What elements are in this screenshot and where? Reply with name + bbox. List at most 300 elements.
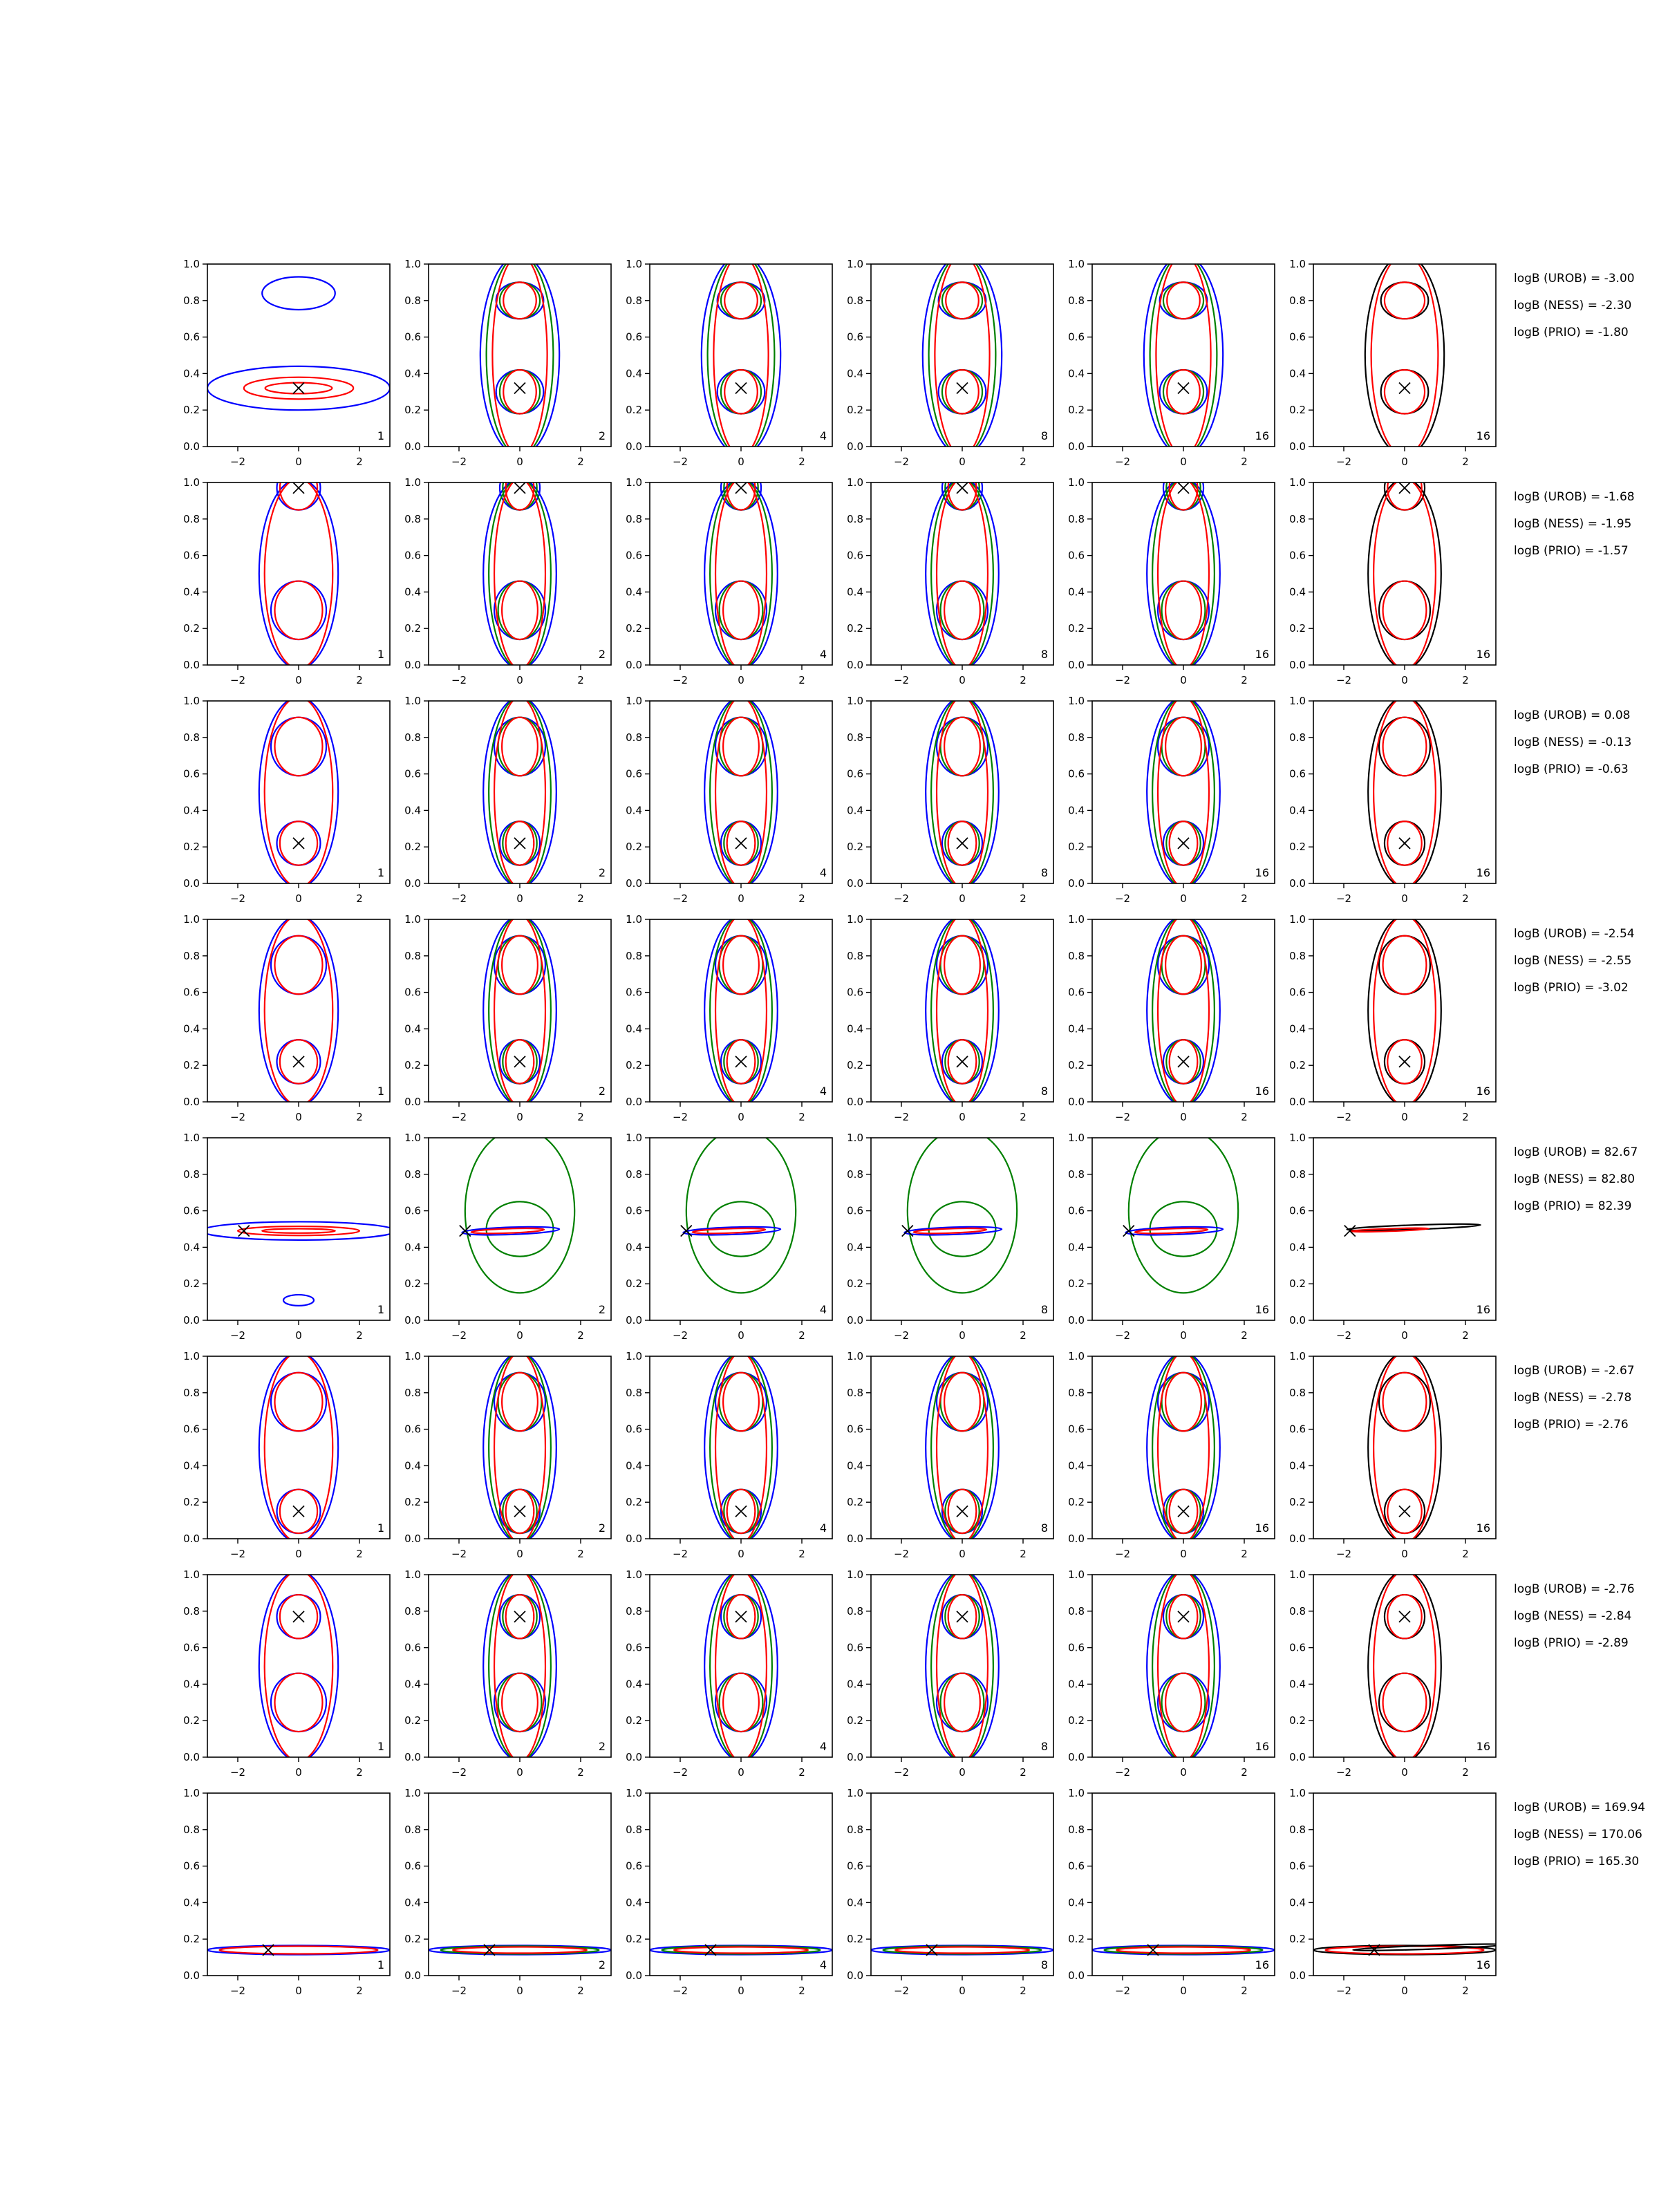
x-tick-label: −2 [672, 892, 688, 905]
x-tick-label: 2 [798, 892, 805, 905]
panel-sample-label: 16 [1255, 1958, 1269, 1971]
contour-line [942, 282, 982, 319]
panel-frame [650, 701, 832, 883]
y-tick-label: 0.0 [847, 440, 863, 453]
y-tick-label: 0.0 [847, 1314, 863, 1327]
x-tick-label: 2 [1241, 1985, 1248, 1997]
y-tick-label: 0.6 [1068, 767, 1085, 780]
x-tick-label: 2 [798, 1766, 805, 1779]
x-tick-label: −2 [1114, 1548, 1131, 1560]
contour-line [724, 282, 758, 319]
contour-line [1379, 718, 1430, 776]
y-tick-label: 0.0 [847, 659, 863, 671]
y-tick-label: 0.2 [626, 1496, 642, 1509]
y-tick-label: 0.0 [626, 1969, 642, 1982]
panel-r5-c2 [404, 1129, 611, 1342]
contour-line [1365, 255, 1444, 456]
panel-r3-c1 [183, 695, 390, 905]
x-tick-label: 2 [577, 1329, 584, 1342]
contour-line [1379, 1373, 1430, 1431]
contour-line [1385, 370, 1425, 413]
contour-line [1371, 255, 1438, 456]
panel-r3-c3 [626, 695, 832, 905]
contour-line [1381, 282, 1429, 319]
y-tick-label: 0.8 [183, 949, 200, 962]
y-tick-label: 1.0 [1289, 258, 1306, 270]
panel-sample-label: 16 [1255, 429, 1269, 442]
panel-sample-label: 4 [819, 866, 827, 879]
y-tick-label: 0.2 [847, 1277, 863, 1291]
y-tick-label: 0.4 [847, 1459, 863, 1472]
x-tick-label: −2 [451, 1548, 467, 1560]
contour-line [238, 1226, 359, 1235]
x-tick-label: −2 [451, 1985, 467, 1997]
y-tick-label: 0.0 [1068, 1533, 1085, 1545]
x-tick-label: 0 [959, 1766, 966, 1779]
panel-r1-c2 [404, 255, 611, 468]
x-tick-label: 2 [1462, 674, 1469, 686]
y-tick-label: 0.8 [183, 1604, 200, 1618]
x-tick-label: 0 [738, 674, 744, 686]
panel-sample-label: 1 [377, 1958, 384, 1971]
x-tick-label: 2 [798, 1548, 805, 1560]
y-tick-label: 1.0 [183, 695, 200, 707]
panel-sample-label: 2 [598, 866, 606, 879]
contour-line [715, 916, 767, 1106]
y-tick-label: 1.0 [404, 1568, 421, 1581]
y-tick-label: 0.6 [1068, 1859, 1085, 1873]
true-value-marker [293, 1056, 304, 1067]
y-tick-label: 0.2 [404, 1277, 421, 1291]
panel-r2-c1 [183, 466, 390, 686]
y-tick-label: 0.6 [626, 1859, 642, 1873]
true-value-marker [957, 838, 968, 849]
y-tick-label: 0.8 [1289, 1386, 1306, 1399]
x-tick-label: 0 [959, 1111, 966, 1123]
x-tick-label: 0 [516, 674, 523, 686]
contour-line [1381, 370, 1429, 413]
panel-r5-c5 [1068, 1129, 1275, 1342]
y-tick-label: 0.8 [404, 1168, 421, 1181]
panel-r4-c5 [1068, 913, 1275, 1123]
panel-frame [1092, 1575, 1275, 1757]
panel-r3-c5 [1068, 695, 1275, 905]
panel-sample-label: 1 [377, 1740, 384, 1753]
logB-urob-text: logB (UROB) = -1.68 [1514, 490, 1635, 504]
contour-line [489, 697, 551, 888]
panel-sample-label: 16 [1255, 1521, 1269, 1535]
y-tick-label: 0.4 [1289, 1896, 1306, 1909]
x-tick-label: 0 [1401, 1985, 1408, 1997]
panel-r1-c5 [1068, 255, 1275, 468]
logB-ness-text: logB (NESS) = -2.78 [1514, 1391, 1632, 1405]
x-tick-label: −2 [1335, 456, 1352, 468]
panel-frame [1092, 264, 1275, 447]
logB-ness-text: logB (NESS) = 170.06 [1514, 1828, 1642, 1841]
contour-line [220, 1946, 378, 1953]
contour-line [710, 916, 772, 1106]
contour-line [723, 718, 759, 776]
x-tick-label: −2 [672, 674, 688, 686]
y-tick-label: 0.2 [1289, 1933, 1306, 1946]
panel-r6-c5 [1068, 1350, 1275, 1560]
y-tick-label: 0.8 [626, 1604, 642, 1618]
panel-sample-label: 4 [819, 1521, 827, 1535]
y-tick-label: 0.2 [1289, 1714, 1306, 1727]
contour-line [908, 1129, 1017, 1293]
contour-line [720, 718, 763, 776]
true-value-marker [1399, 838, 1410, 849]
y-tick-label: 0.8 [183, 1386, 200, 1399]
y-tick-label: 0.2 [1289, 404, 1306, 417]
x-tick-label: −2 [229, 1985, 246, 1997]
x-tick-label: 2 [1020, 674, 1027, 686]
y-tick-label: 1.0 [1289, 913, 1306, 926]
contour-line [1368, 1353, 1441, 1543]
contour-line [1379, 581, 1430, 639]
true-value-marker [1399, 482, 1410, 494]
y-tick-label: 0.8 [1068, 512, 1085, 525]
y-tick-label: 0.2 [1068, 622, 1085, 635]
x-tick-label: 2 [1020, 1985, 1027, 1997]
y-tick-label: 0.8 [404, 1386, 421, 1399]
y-tick-label: 1.0 [847, 1568, 863, 1581]
y-tick-label: 1.0 [847, 1350, 863, 1362]
y-tick-label: 0.6 [1289, 330, 1306, 344]
true-value-marker [735, 383, 747, 394]
contour-line [275, 1373, 323, 1431]
x-tick-label: 0 [738, 1548, 744, 1560]
y-tick-label: 0.2 [404, 841, 421, 854]
y-tick-label: 0.0 [404, 1096, 421, 1108]
y-tick-label: 1.0 [1289, 1132, 1306, 1144]
panel-sample-label: 2 [598, 429, 606, 442]
y-tick-label: 0.0 [404, 440, 421, 453]
contour-line [494, 916, 545, 1106]
x-tick-label: −2 [672, 1766, 688, 1779]
panel-r2-c3 [626, 466, 832, 686]
y-tick-label: 0.2 [183, 1496, 200, 1509]
logB-ness-text: logB (NESS) = -1.95 [1514, 517, 1632, 531]
x-tick-label: −2 [229, 456, 246, 468]
y-tick-label: 0.4 [183, 1896, 200, 1909]
x-tick-label: 0 [738, 1766, 744, 1779]
panel-r2-c4 [847, 466, 1053, 686]
panel-sample-label: 8 [1040, 1085, 1048, 1098]
x-tick-label: 2 [1020, 1329, 1027, 1342]
contour-line [723, 581, 759, 639]
contour-line [489, 1353, 551, 1543]
x-tick-label: 0 [1180, 1766, 1187, 1779]
y-tick-label: 0.4 [404, 804, 421, 817]
x-tick-label: 2 [577, 1985, 584, 1997]
panel-sample-label: 4 [819, 1740, 827, 1753]
y-tick-label: 0.4 [1068, 1022, 1085, 1035]
y-tick-label: 0.4 [404, 367, 421, 380]
x-tick-label: −2 [1114, 456, 1131, 468]
contour-line [708, 255, 775, 456]
contour-line [271, 936, 326, 994]
panel-sample-label: 8 [1040, 1521, 1048, 1535]
y-tick-label: 0.2 [404, 622, 421, 635]
y-tick-label: 0.6 [626, 767, 642, 780]
panel-frame [650, 1575, 832, 1757]
y-tick-label: 0.6 [626, 1423, 642, 1436]
y-tick-label: 0.2 [404, 1059, 421, 1072]
y-tick-label: 0.8 [1068, 1168, 1085, 1181]
x-tick-label: 2 [577, 892, 584, 905]
y-tick-label: 0.4 [1289, 585, 1306, 599]
y-tick-label: 0.8 [626, 294, 642, 307]
y-tick-label: 0.2 [183, 1933, 200, 1946]
y-tick-label: 0.4 [183, 367, 200, 380]
panel-r4-c1 [183, 913, 390, 1123]
x-tick-label: 2 [1241, 892, 1248, 905]
logB-annotations-row-7 [1514, 1582, 1635, 1650]
x-tick-label: −2 [672, 1111, 688, 1123]
y-tick-label: 1.0 [404, 695, 421, 707]
contour-line [259, 916, 338, 1106]
panel-sample-label: 16 [1476, 1521, 1490, 1535]
logB-ness-text: logB (NESS) = -0.13 [1514, 735, 1632, 749]
y-tick-label: 0.4 [1289, 367, 1306, 380]
y-tick-label: 1.0 [404, 258, 421, 270]
y-tick-label: 0.0 [1289, 1533, 1306, 1545]
panel-r4-c4 [847, 913, 1053, 1123]
y-tick-label: 1.0 [404, 1787, 421, 1799]
contour-line [283, 1295, 314, 1306]
panel-frame [650, 264, 832, 447]
y-tick-label: 0.0 [183, 1969, 200, 1982]
x-tick-label: 0 [1180, 1985, 1187, 1997]
x-tick-label: 2 [1241, 674, 1248, 686]
contour-line [500, 370, 540, 413]
x-tick-label: −2 [1114, 1111, 1131, 1123]
x-tick-label: 2 [1241, 1329, 1248, 1342]
contour-line [941, 936, 984, 994]
contour-line [1167, 282, 1200, 319]
contour-line [271, 1674, 326, 1732]
y-tick-label: 0.2 [1289, 841, 1306, 854]
panel-sample-label: 8 [1040, 1303, 1048, 1316]
y-tick-label: 1.0 [626, 1568, 642, 1581]
y-tick-label: 1.0 [1289, 1350, 1306, 1362]
contour-line [720, 1373, 763, 1431]
contour-line [1379, 1674, 1430, 1732]
x-tick-label: 0 [959, 1985, 966, 1997]
panel-frame [1092, 919, 1275, 1102]
y-tick-label: 0.6 [1068, 549, 1085, 562]
true-value-marker [957, 1611, 968, 1622]
y-tick-label: 1.0 [183, 1132, 200, 1144]
true-value-marker [1399, 383, 1410, 394]
x-tick-label: 0 [516, 1111, 523, 1123]
y-tick-label: 0.4 [626, 1459, 642, 1472]
panel-frame [871, 264, 1053, 447]
y-tick-label: 0.6 [1289, 986, 1306, 999]
y-tick-label: 0.8 [847, 949, 863, 962]
y-tick-label: 0.6 [183, 1423, 200, 1436]
y-tick-label: 0.2 [183, 1277, 200, 1291]
contour-line [713, 255, 768, 456]
x-tick-label: 2 [356, 1329, 363, 1342]
logB-urob-text: logB (UROB) = -2.67 [1514, 1364, 1635, 1378]
x-tick-label: 2 [798, 1985, 805, 1997]
contour-line [1383, 1674, 1427, 1732]
y-tick-label: 1.0 [1289, 476, 1306, 489]
x-tick-label: 0 [1401, 1329, 1408, 1342]
y-tick-label: 0.8 [1289, 294, 1306, 307]
y-tick-label: 0.6 [404, 986, 421, 999]
x-tick-label: 0 [1180, 674, 1187, 686]
panel-frame [650, 919, 832, 1102]
x-tick-label: 2 [1462, 1329, 1469, 1342]
panel-frame [429, 701, 611, 883]
panel-r6-c3 [626, 1350, 832, 1560]
y-tick-label: 0.0 [1289, 877, 1306, 890]
y-tick-label: 1.0 [404, 913, 421, 926]
contour-line [1163, 282, 1203, 319]
y-tick-label: 1.0 [626, 1350, 642, 1362]
y-tick-label: 0.0 [183, 1096, 200, 1108]
panel-sample-label: 16 [1255, 1303, 1269, 1316]
contour-line [1162, 581, 1206, 639]
x-tick-label: −2 [893, 1548, 910, 1560]
contour-line [498, 1373, 542, 1431]
contour-line [1165, 936, 1201, 994]
y-tick-label: 0.0 [626, 1096, 642, 1108]
y-tick-label: 1.0 [626, 1787, 642, 1799]
panel-sample-label: 8 [1040, 1740, 1048, 1753]
y-tick-label: 0.0 [626, 659, 642, 671]
y-tick-label: 0.2 [626, 404, 642, 417]
panel-r5-c6 [1289, 1132, 1496, 1342]
y-tick-label: 1.0 [1068, 695, 1085, 707]
x-tick-label: −2 [451, 892, 467, 905]
x-tick-label: 0 [1180, 456, 1187, 468]
contour-line [1379, 936, 1430, 994]
panel-frame [1092, 701, 1275, 883]
y-tick-label: 0.0 [1068, 1751, 1085, 1763]
panel-frame [1313, 701, 1496, 883]
x-tick-label: −2 [451, 1766, 467, 1779]
y-tick-label: 0.4 [847, 804, 863, 817]
contour-line [1374, 697, 1436, 888]
x-tick-label: 0 [1401, 674, 1408, 686]
contour-line [723, 936, 759, 994]
logB-urob-text: logB (UROB) = 82.67 [1514, 1145, 1638, 1159]
contour-line [503, 282, 536, 319]
y-tick-label: 0.6 [1289, 1641, 1306, 1654]
x-tick-label: 0 [738, 456, 744, 468]
y-tick-label: 0.4 [1289, 1241, 1306, 1254]
y-tick-label: 1.0 [183, 258, 200, 270]
y-tick-label: 0.6 [183, 986, 200, 999]
y-tick-label: 0.4 [847, 1241, 863, 1254]
contour-line [262, 1228, 335, 1232]
x-tick-label: 2 [356, 1985, 363, 1997]
contour-line [720, 1674, 763, 1732]
x-tick-label: 2 [1462, 1548, 1469, 1560]
x-tick-label: 0 [959, 1329, 966, 1342]
y-tick-label: 1.0 [1068, 913, 1085, 926]
panel-frame [207, 919, 390, 1102]
y-tick-label: 0.2 [847, 1496, 863, 1509]
true-value-marker [514, 383, 525, 394]
panel-r3-c4 [847, 695, 1053, 905]
contour-line [944, 718, 980, 776]
x-tick-label: −2 [893, 892, 910, 905]
logB-annotations-row-8 [1514, 1801, 1645, 1868]
x-tick-label: −2 [451, 456, 467, 468]
x-tick-label: 0 [295, 456, 302, 468]
y-tick-label: 1.0 [847, 695, 863, 707]
y-tick-label: 0.6 [847, 1423, 863, 1436]
y-tick-label: 0.0 [1289, 1751, 1306, 1763]
x-tick-label: 2 [1020, 456, 1027, 468]
panel-r1-c3 [626, 255, 832, 468]
x-tick-label: 0 [1401, 1766, 1408, 1779]
true-value-marker [1178, 838, 1189, 849]
contour-line [937, 1353, 988, 1543]
y-tick-label: 0.6 [847, 1859, 863, 1873]
true-value-marker [1178, 482, 1189, 494]
contour-line [895, 1947, 1029, 1953]
logB-prio-text: logB (PRIO) = -2.89 [1514, 1636, 1629, 1650]
panel-r8-c3 [626, 1787, 832, 1997]
contour-line [944, 936, 980, 994]
panel-sample-label: 8 [1040, 648, 1048, 661]
panel-sample-label: 8 [1040, 866, 1048, 879]
panel-r4-c6 [1289, 913, 1496, 1123]
y-tick-label: 0.6 [626, 1204, 642, 1217]
x-tick-label: −2 [229, 892, 246, 905]
y-tick-label: 0.8 [183, 1168, 200, 1181]
y-tick-label: 0.4 [183, 1459, 200, 1472]
x-tick-label: 0 [959, 456, 966, 468]
x-tick-label: 0 [516, 892, 523, 905]
x-tick-label: 0 [1180, 1329, 1187, 1342]
x-tick-label: −2 [893, 1111, 910, 1123]
y-tick-label: 0.8 [1289, 1168, 1306, 1181]
y-tick-label: 0.4 [1289, 804, 1306, 817]
x-tick-label: 0 [516, 1548, 523, 1560]
contour-line [1162, 1674, 1206, 1732]
panel-sample-label: 1 [377, 1303, 384, 1316]
y-tick-label: 0.0 [1289, 1096, 1306, 1108]
contour-line [1368, 916, 1441, 1106]
contour-line [1162, 1373, 1206, 1431]
y-tick-label: 0.8 [1289, 731, 1306, 744]
panel-frame [871, 919, 1053, 1102]
contour-line [271, 581, 326, 639]
x-tick-label: −2 [1114, 1766, 1131, 1779]
y-tick-label: 1.0 [404, 1132, 421, 1144]
logB-annotations-row-2 [1514, 490, 1635, 558]
contour-line [931, 697, 993, 888]
y-tick-label: 0.0 [404, 877, 421, 890]
y-tick-label: 1.0 [847, 1132, 863, 1144]
y-tick-label: 0.4 [404, 585, 421, 599]
y-tick-label: 0.4 [626, 585, 642, 599]
y-tick-label: 0.6 [404, 330, 421, 344]
panel-sample-label: 4 [819, 1303, 827, 1316]
y-tick-label: 0.4 [626, 1022, 642, 1035]
y-tick-label: 0.2 [183, 1059, 200, 1072]
x-tick-label: 0 [1180, 1548, 1187, 1560]
y-tick-label: 0.4 [847, 1896, 863, 1909]
logB-annotations-row-3 [1514, 709, 1631, 776]
